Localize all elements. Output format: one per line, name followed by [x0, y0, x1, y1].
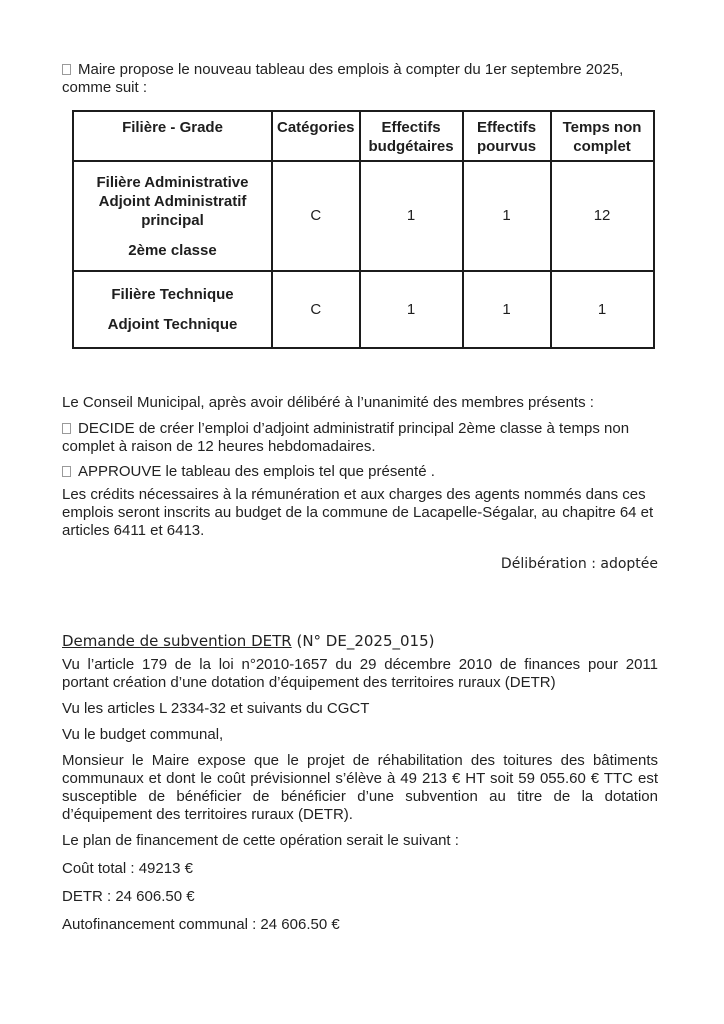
detr-heading-title: Demande de subvention DETR: [62, 632, 292, 650]
financing-plan-intro: Le plan de financement de cette opération serait le suivant :: [62, 832, 459, 849]
maire-expose-paragraph: Monsieur le Maire expose que le projet de réhabilitation des toitures des bâtiments communaux et dont le coût prévisionnel s’élève à 49 213 € HT soit 59 055.60 € TTC est susceptible de bénéficier de bénéficier d’une subvention au titre de la dotation d’équipement des territoires ruraux (DETR).: [62, 752, 658, 823]
cell-effectifs-pourvus: 1: [463, 161, 551, 271]
header-categories: Catégories: [272, 111, 360, 161]
cell-categorie: C: [272, 161, 360, 271]
detr-amount-line: DETR : 24 606.50 €: [62, 888, 195, 905]
deliberation-status: Délibération : adoptée: [500, 556, 658, 572]
council-deliberation-line: Le Conseil Municipal, après avoir délibéré à l’unanimité des membres présents :: [62, 394, 594, 411]
grade-title: Filière Technique: [111, 286, 234, 303]
employment-table: [72, 110, 655, 349]
empty-checkbox-icon: [62, 423, 71, 434]
empty-checkbox-icon: [62, 64, 71, 75]
cell-effectifs-pourvus: 1: [463, 271, 551, 348]
vu-article-paragraph: Vu l’article 179 de la loi n°2010-1657 du 29 décembre 2010 de finances pour 2011 portant création d’une dotation d’équipement des territoires ruraux (DETR): [62, 656, 658, 691]
intro-paragraph: [62, 61, 658, 97]
intro-text: Maire propose le nouveau tableau des emplois à compter du 1er septembre 2025, comme suit :: [62, 61, 624, 96]
cell-categorie: C: [272, 271, 360, 348]
detr-heading-reference: (N° DE_2025_015): [291, 632, 435, 650]
vu-cgct-paragraph: Vu les articles L 2334-32 et suivants du CGCT: [62, 700, 370, 717]
decide-text: DECIDE de créer l’emploi d’adjoint administratif principal 2ème classe à temps non complet à raison de 12 heures hebdomadaires.: [62, 420, 630, 455]
vu-budget-paragraph: Vu le budget communal,: [62, 726, 224, 743]
cout-total-line: Coût total : 49213 €: [62, 860, 193, 877]
cell-effectifs-budgetaires: 1: [360, 161, 463, 271]
empty-checkbox-icon: [62, 466, 71, 477]
credits-paragraph: Les crédits nécessaires à la rémunération et aux charges des agents nommés dans ces emplois seront inscrits au budget de la commune de Lacapelle-Ségalar, au chapitre 64 et articles 6411 et 6413.: [62, 486, 654, 539]
header-filiere-grade: Filière - Grade: [73, 111, 272, 161]
cell-grade-technique: [73, 271, 272, 348]
cell-effectifs-budgetaires: 1: [360, 271, 463, 348]
table-row: [73, 271, 654, 348]
header-effectifs-budgetaires: Effectifs budgétaires: [360, 111, 463, 161]
cell-grade-administrative: [73, 161, 272, 271]
approuve-text: APPROUVE le tableau des emplois tel que présenté .: [78, 463, 435, 480]
grade-class: Adjoint Technique: [107, 316, 238, 333]
grade-class: 2ème classe: [128, 241, 217, 259]
header-temps-non-complet: Temps non complet: [551, 111, 654, 161]
detr-section-heading: [62, 632, 658, 650]
decide-paragraph: [62, 420, 658, 456]
approuve-paragraph: [62, 463, 658, 481]
header-effectifs-pourvus: Effectifs pourvus: [463, 111, 551, 161]
autofinancement-line: Autofinancement communal : 24 606.50 €: [62, 916, 340, 933]
page-content: [62, 61, 658, 934]
cell-temps-non-complet: 1: [551, 271, 654, 348]
grade-title: Filière Administrative Adjoint Administratif principal: [96, 173, 249, 229]
cell-temps-non-complet: 12: [551, 161, 654, 271]
table-row: [73, 161, 654, 271]
table-header-row: [73, 111, 654, 161]
